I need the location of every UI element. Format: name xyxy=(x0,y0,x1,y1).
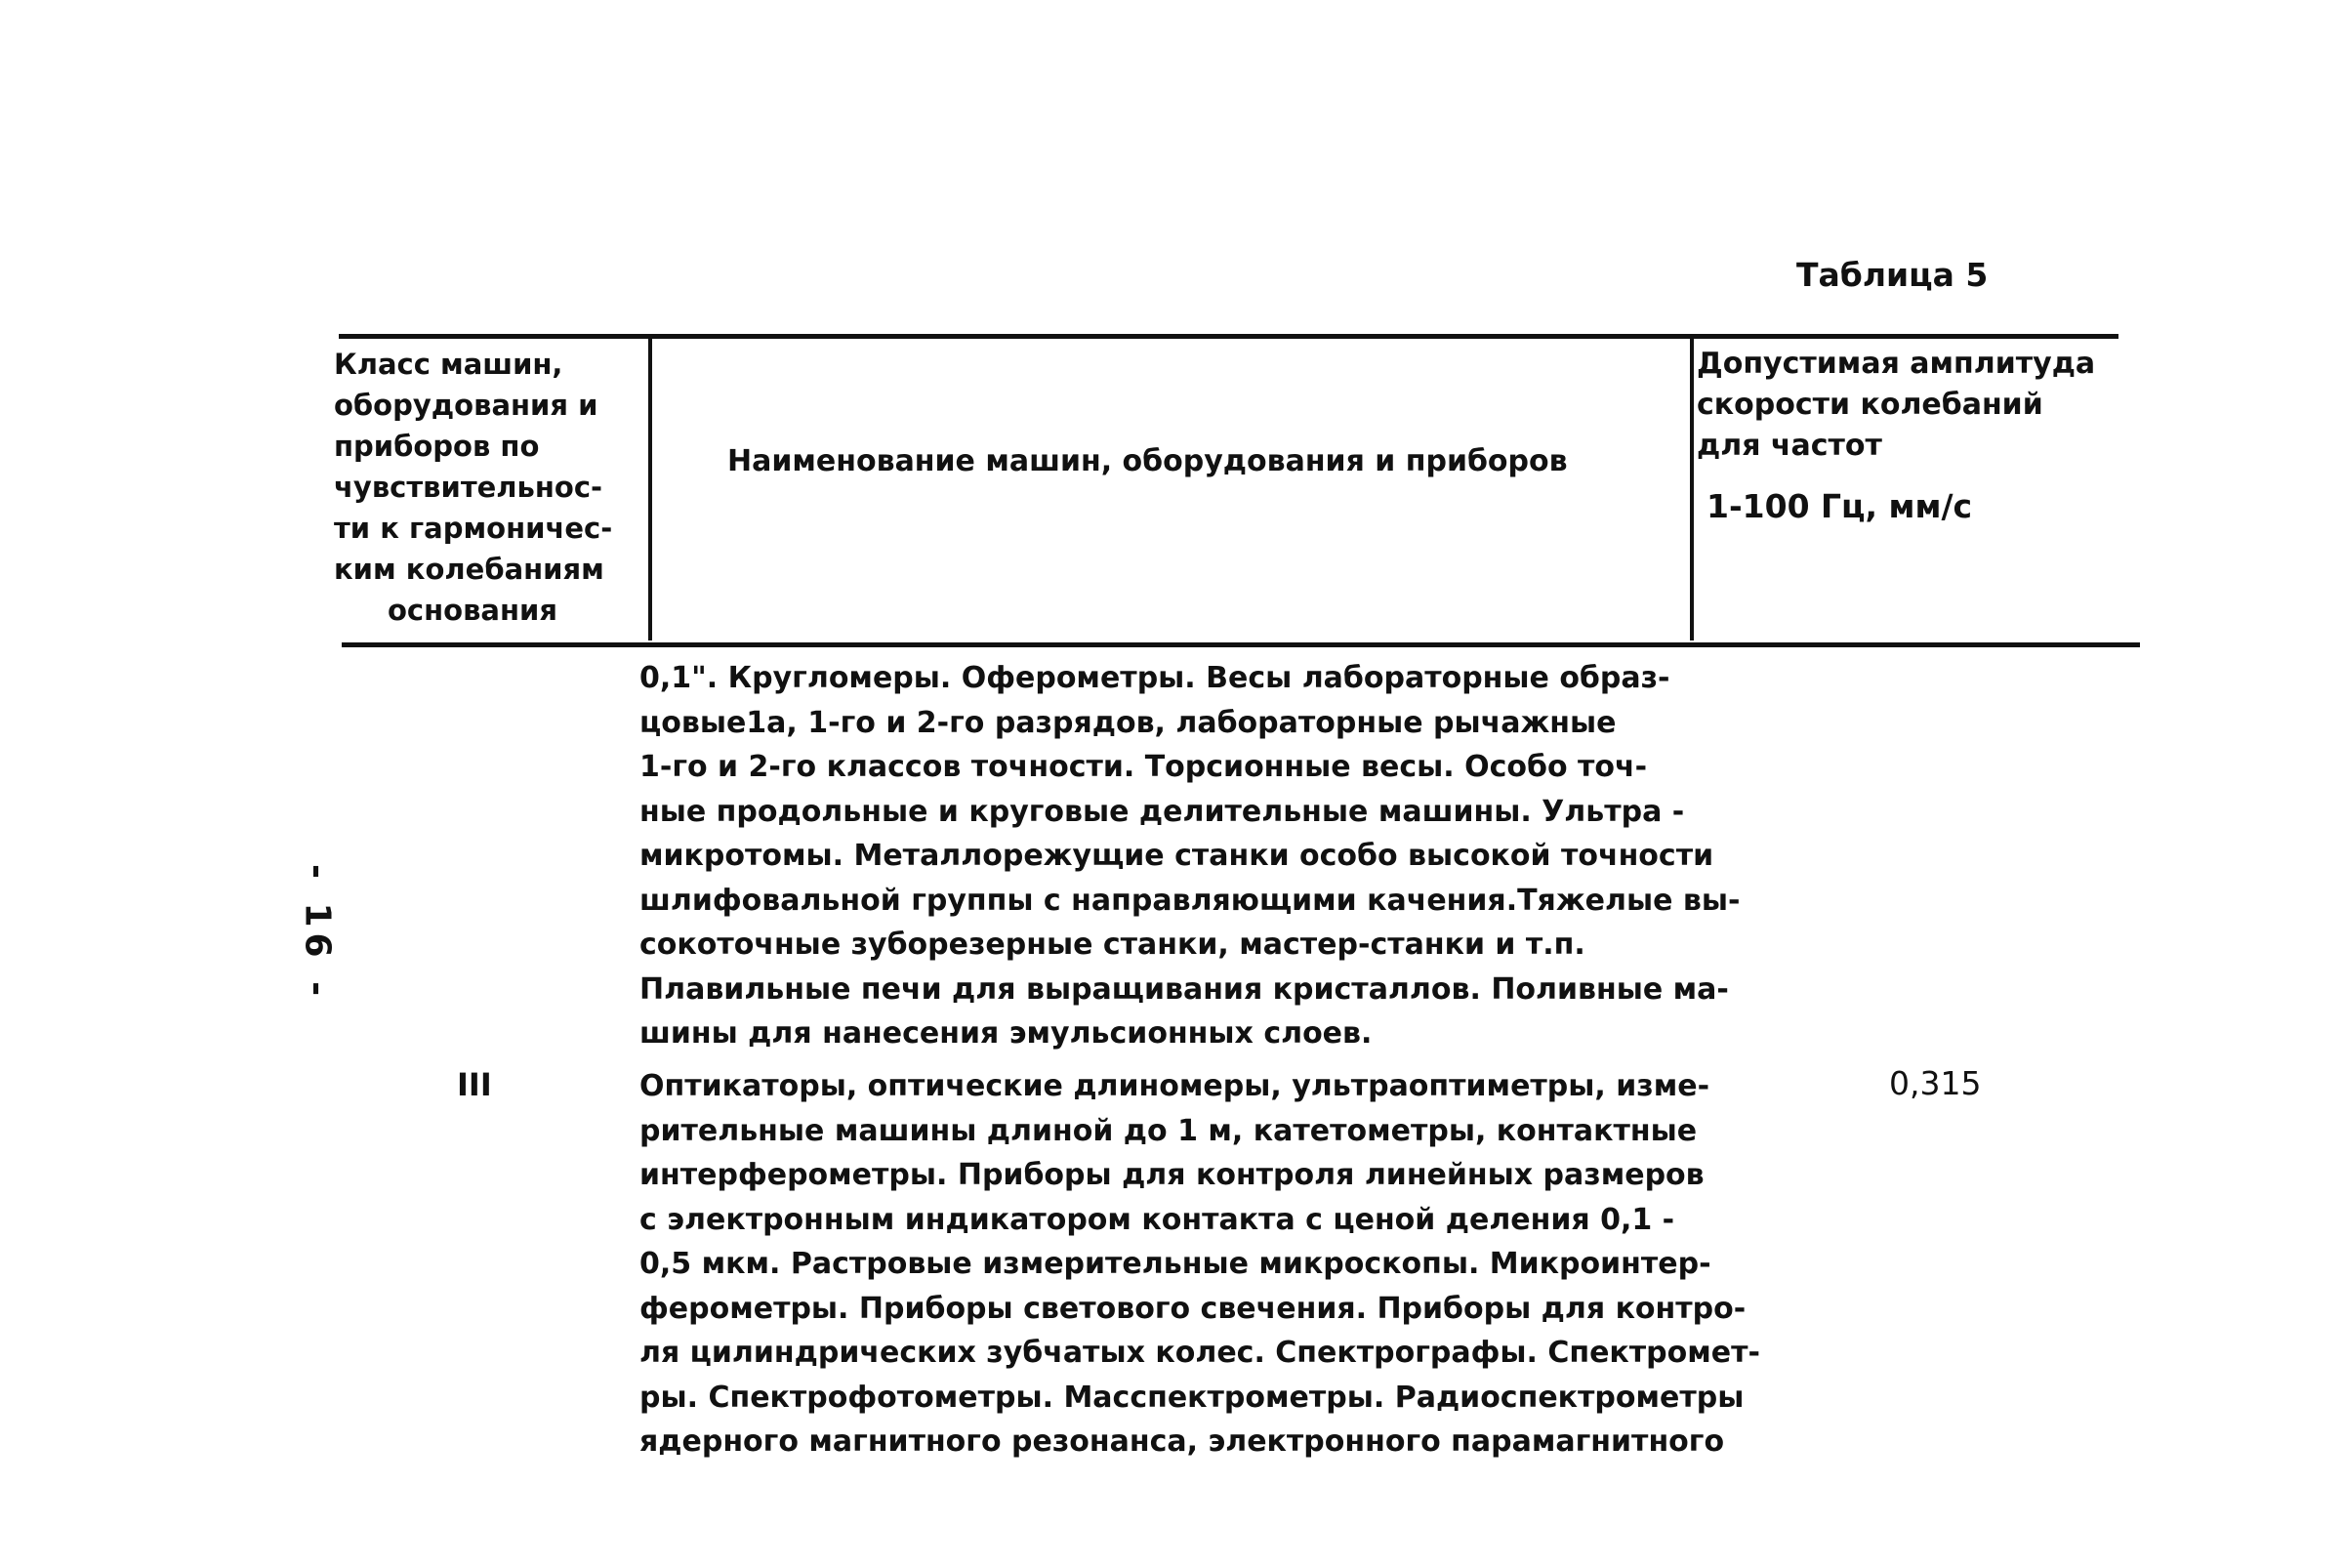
text-line: интерферометры. Приборы для контроля линейных размеров xyxy=(639,1158,1705,1192)
text-line: ферометры. Приборы светового свечения. Приборы для контро- xyxy=(639,1291,1747,1326)
text-line: цовые1а, 1-го и 2-го разрядов, лабораторные рычажные xyxy=(639,705,1617,740)
text-line: с электронным индикатором контакта с ценой деления 0,1 - xyxy=(639,1202,1675,1237)
text-line: шлифовальной группы с направляющими качения.Тяжелые вы- xyxy=(639,883,1741,918)
row-class: III xyxy=(457,1066,492,1103)
header-name-column: Наименование машин, оборудования и приборов xyxy=(727,444,1568,478)
text-line: 1-го и 2-го классов точности. Торсионные весы. Особо точ- xyxy=(639,750,1648,784)
table-divider-left xyxy=(648,338,652,640)
table-label: Таблица 5 xyxy=(1796,256,1989,294)
header-amplitude-column xyxy=(1697,344,2107,527)
row-description xyxy=(639,1064,1760,1465)
text-line: ры. Спектрофотометры. Масспектрометры. Радиоспектрометры xyxy=(639,1380,1745,1415)
header-class-line: оборудования и xyxy=(334,389,598,422)
header-class-line: чувствительнос- xyxy=(334,471,603,504)
text-line: микротомы. Металлорежущие станки особо высокой точности xyxy=(639,839,1714,873)
text-line: ные продольные и круговые делительные машины. Ультра - xyxy=(639,794,1685,829)
header-class-line: ти к гармоничес- xyxy=(334,512,613,545)
text-line: Плавильные печи для выращивания кристаллов. Поливные ма- xyxy=(639,971,1729,1007)
text-line: Оптикаторы, оптические длиномеры, ультраоптиметры, изме- xyxy=(639,1069,1710,1103)
text-line: рительные машины длиной до 1 м, катетометры, контактные xyxy=(639,1113,1698,1148)
header-class-column xyxy=(334,344,646,631)
header-amplitude-line: скорости колебаний xyxy=(1697,388,2043,422)
table-top-rule xyxy=(339,334,2118,339)
page-number: - 16 - xyxy=(297,863,338,1003)
header-frequency: 1-100 Гц, мм/с xyxy=(1707,487,1973,525)
text-line: шины для нанесения эмульсионных слоев. xyxy=(639,1016,1373,1051)
text-line: 0,5 мкм. Растровые измерительные микроскопы. Микроинтер- xyxy=(639,1247,1711,1281)
header-amplitude-line: Допустимая амплитуда xyxy=(1697,347,2096,381)
header-class-line: основания xyxy=(388,594,557,627)
header-class-line: приборов по xyxy=(334,430,540,463)
row-description xyxy=(639,656,1740,1056)
table-divider-right xyxy=(1690,338,1694,640)
text-line: ля цилиндрических зубчатых колес. Спектрографы. Спектромет- xyxy=(639,1336,1760,1370)
text-line: ядерного магнитного резонанса, электронного парамагнитного xyxy=(639,1424,1725,1459)
header-amplitude-line: для частот xyxy=(1697,429,1882,463)
text-line: 0,1". Кругломеры. Оферометры. Весы лабораторные образ- xyxy=(639,661,1670,695)
header-class-line: ким колебаниям xyxy=(334,553,604,586)
row-amplitude: 0,315 xyxy=(1889,1064,1982,1102)
text-line: сокоточные зуборезерные станки, мастер-станки и т.п. xyxy=(639,928,1585,962)
header-class-line: Класс машин, xyxy=(334,348,563,381)
table-header-bottom-rule xyxy=(342,642,2140,647)
